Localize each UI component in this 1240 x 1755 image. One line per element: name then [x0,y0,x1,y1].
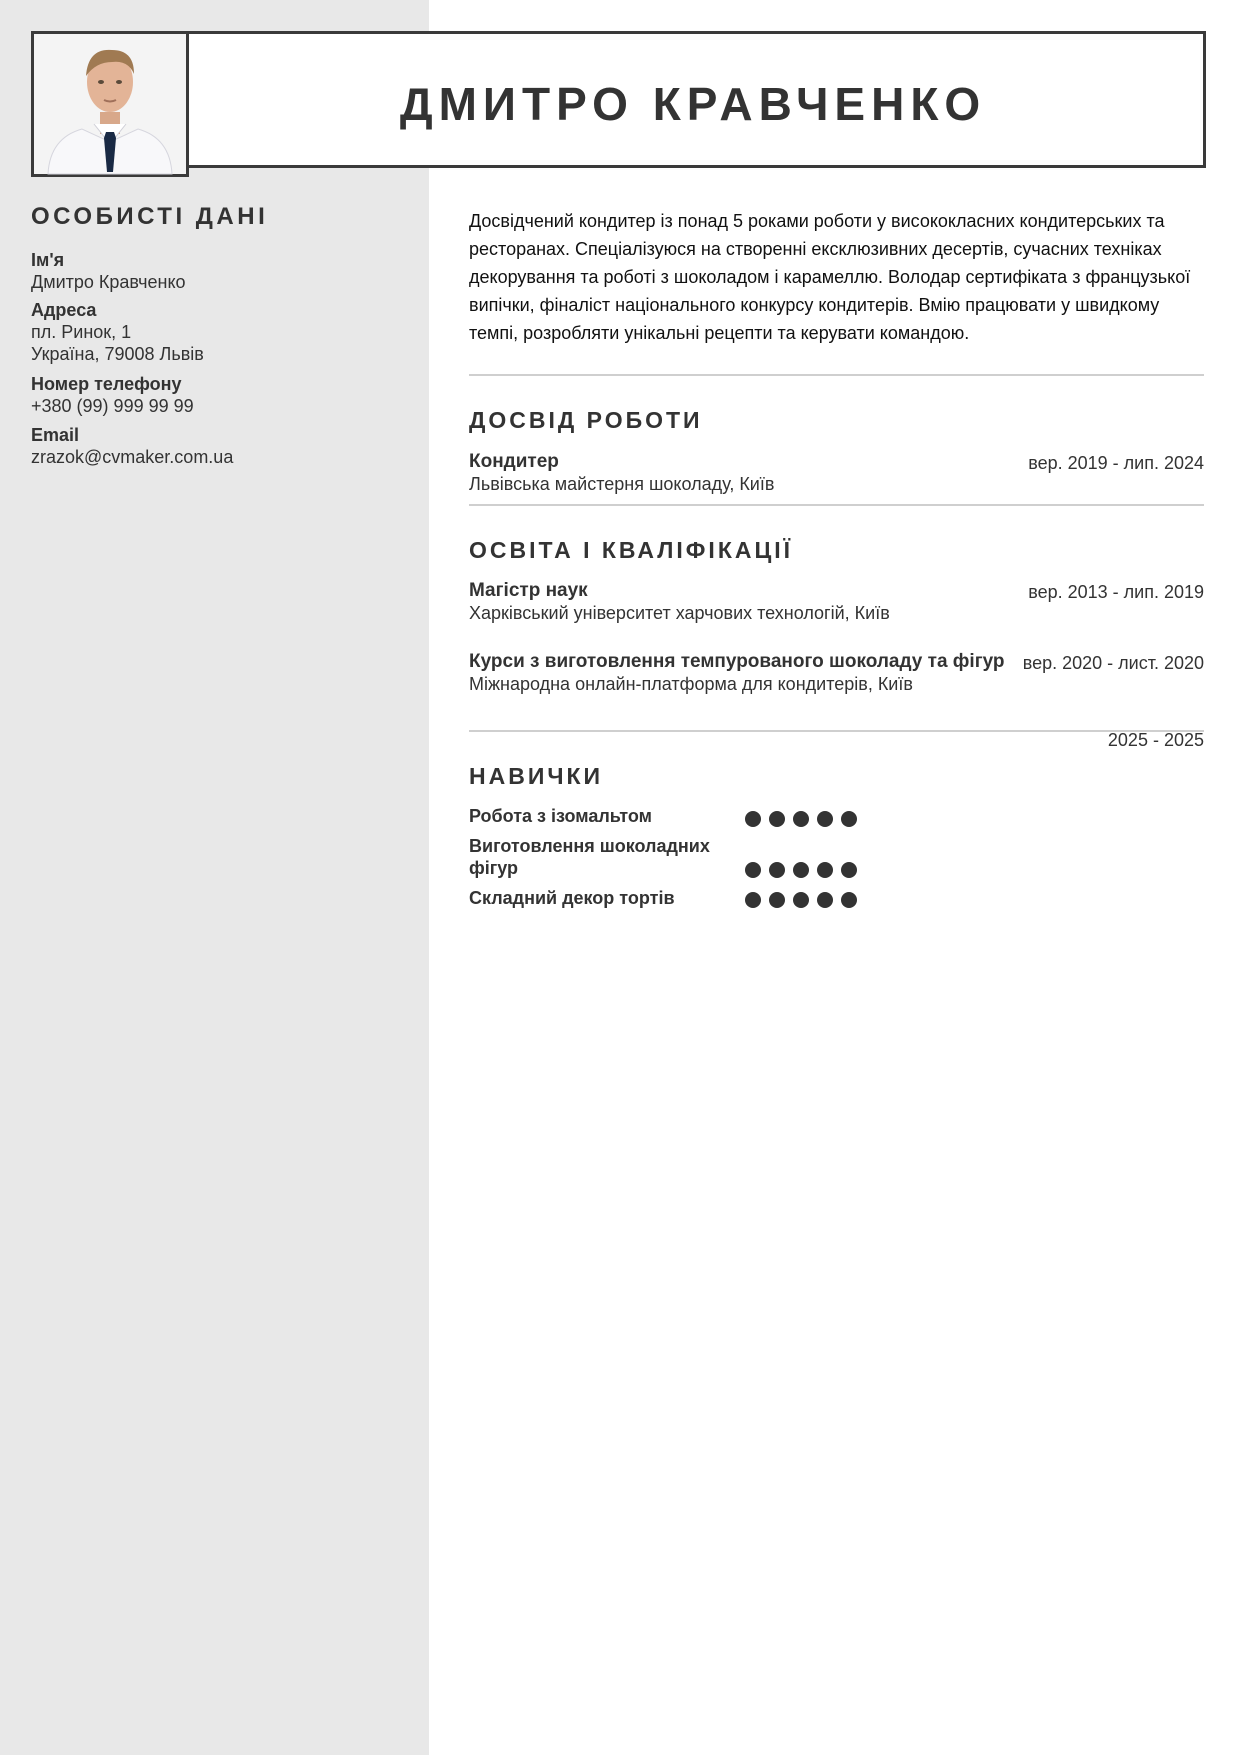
rating-dot [769,892,785,908]
rating-dot [769,862,785,878]
job-role: Кондитер [469,451,559,472]
candidate-name: ДМИТРО КРАВЧЕНКО [399,78,987,130]
divider [469,374,1204,376]
address-line2: Україна, 79008 Львів [31,344,204,364]
education-dates: вер. 2013 - лип. 2019 [1028,582,1204,602]
education-title: ОСВІТА І КВАЛІФІКАЦІЇ [469,537,794,563]
rating-dot [817,862,833,878]
name-field [31,249,411,293]
email-value: zrazok@cvmaker.com.ua [31,447,234,467]
rating-dot [793,811,809,827]
email-label: Email [31,425,80,445]
address-field [31,299,411,365]
divider [469,504,1204,506]
rating-dot [745,811,761,827]
rating-dot [745,862,761,878]
skill-name: Робота з ізомальтом [469,806,652,826]
experience-entry [469,451,1204,497]
rating-dot [793,892,809,908]
education-dates: вер. 2020 - лист. 2020 [1022,653,1204,673]
rating-dot [841,862,857,878]
skill-name: Складний декор тортів [469,888,675,908]
education-entry [469,580,1204,626]
clipped-dates: 2025 - 2025 [1107,730,1204,750]
rating-dot [817,811,833,827]
rating-dot [745,892,761,908]
address-label: Адреса [31,300,97,320]
education-degree: Магістр наук [469,580,588,601]
experience-title: ДОСВІД РОБОТИ [469,407,703,433]
clipped-entry [469,722,1204,750]
phone-field [31,373,411,417]
education-entry [469,651,1204,697]
skill-name: Виготовлення шоколадних фігур [469,836,710,878]
profile-summary: Досвідчений кондитер із понад 5 роками роботи у висококласних кондитерських та ресторанах. Спеціалізуюся на створенні ексклюзивних десертів, сучасних техніках декорування та роботі з шоколадом і карамеллю. Володар сертифіката з французької випічки, фіналіст національного конкурсу кондитерів. Вмію працювати у швидкому темпі, розробляти унікальні рецепти та керувати командою. [469,211,1191,343]
rating-dot [817,892,833,908]
skill-rating [745,811,857,827]
email-field [31,424,411,468]
phone-label: Номер телефону [31,374,182,394]
rating-dot [841,811,857,827]
skill-rating [745,862,857,878]
skills-title: НАВИЧКИ [469,763,604,789]
address-line1: пл. Ринок, 1 [31,322,132,342]
name-value: Дмитро Кравченко [31,272,186,292]
phone-value: +380 (99) 999 99 99 [31,396,194,416]
education-course: Курси з виготовлення темпурованого шоколаду та фігур [469,651,1005,672]
rating-dot [793,862,809,878]
header [183,31,1206,168]
education-place: Міжнародна онлайн-платформа для кондитерів, Київ [469,674,913,694]
rating-dot [841,892,857,908]
personal-details-title: ОСОБИСТІ ДАНІ [31,203,269,230]
rating-dot [769,811,785,827]
education-place: Харківський університет харчових технологій, Київ [469,603,890,623]
job-dates: вер. 2019 - лип. 2024 [1028,453,1204,473]
skill-rating [745,892,857,908]
divider [469,730,1204,732]
name-label: Ім'я [31,250,65,270]
profile-photo [31,31,189,177]
job-place: Львівська майстерня шоколаду, Київ [469,474,775,494]
